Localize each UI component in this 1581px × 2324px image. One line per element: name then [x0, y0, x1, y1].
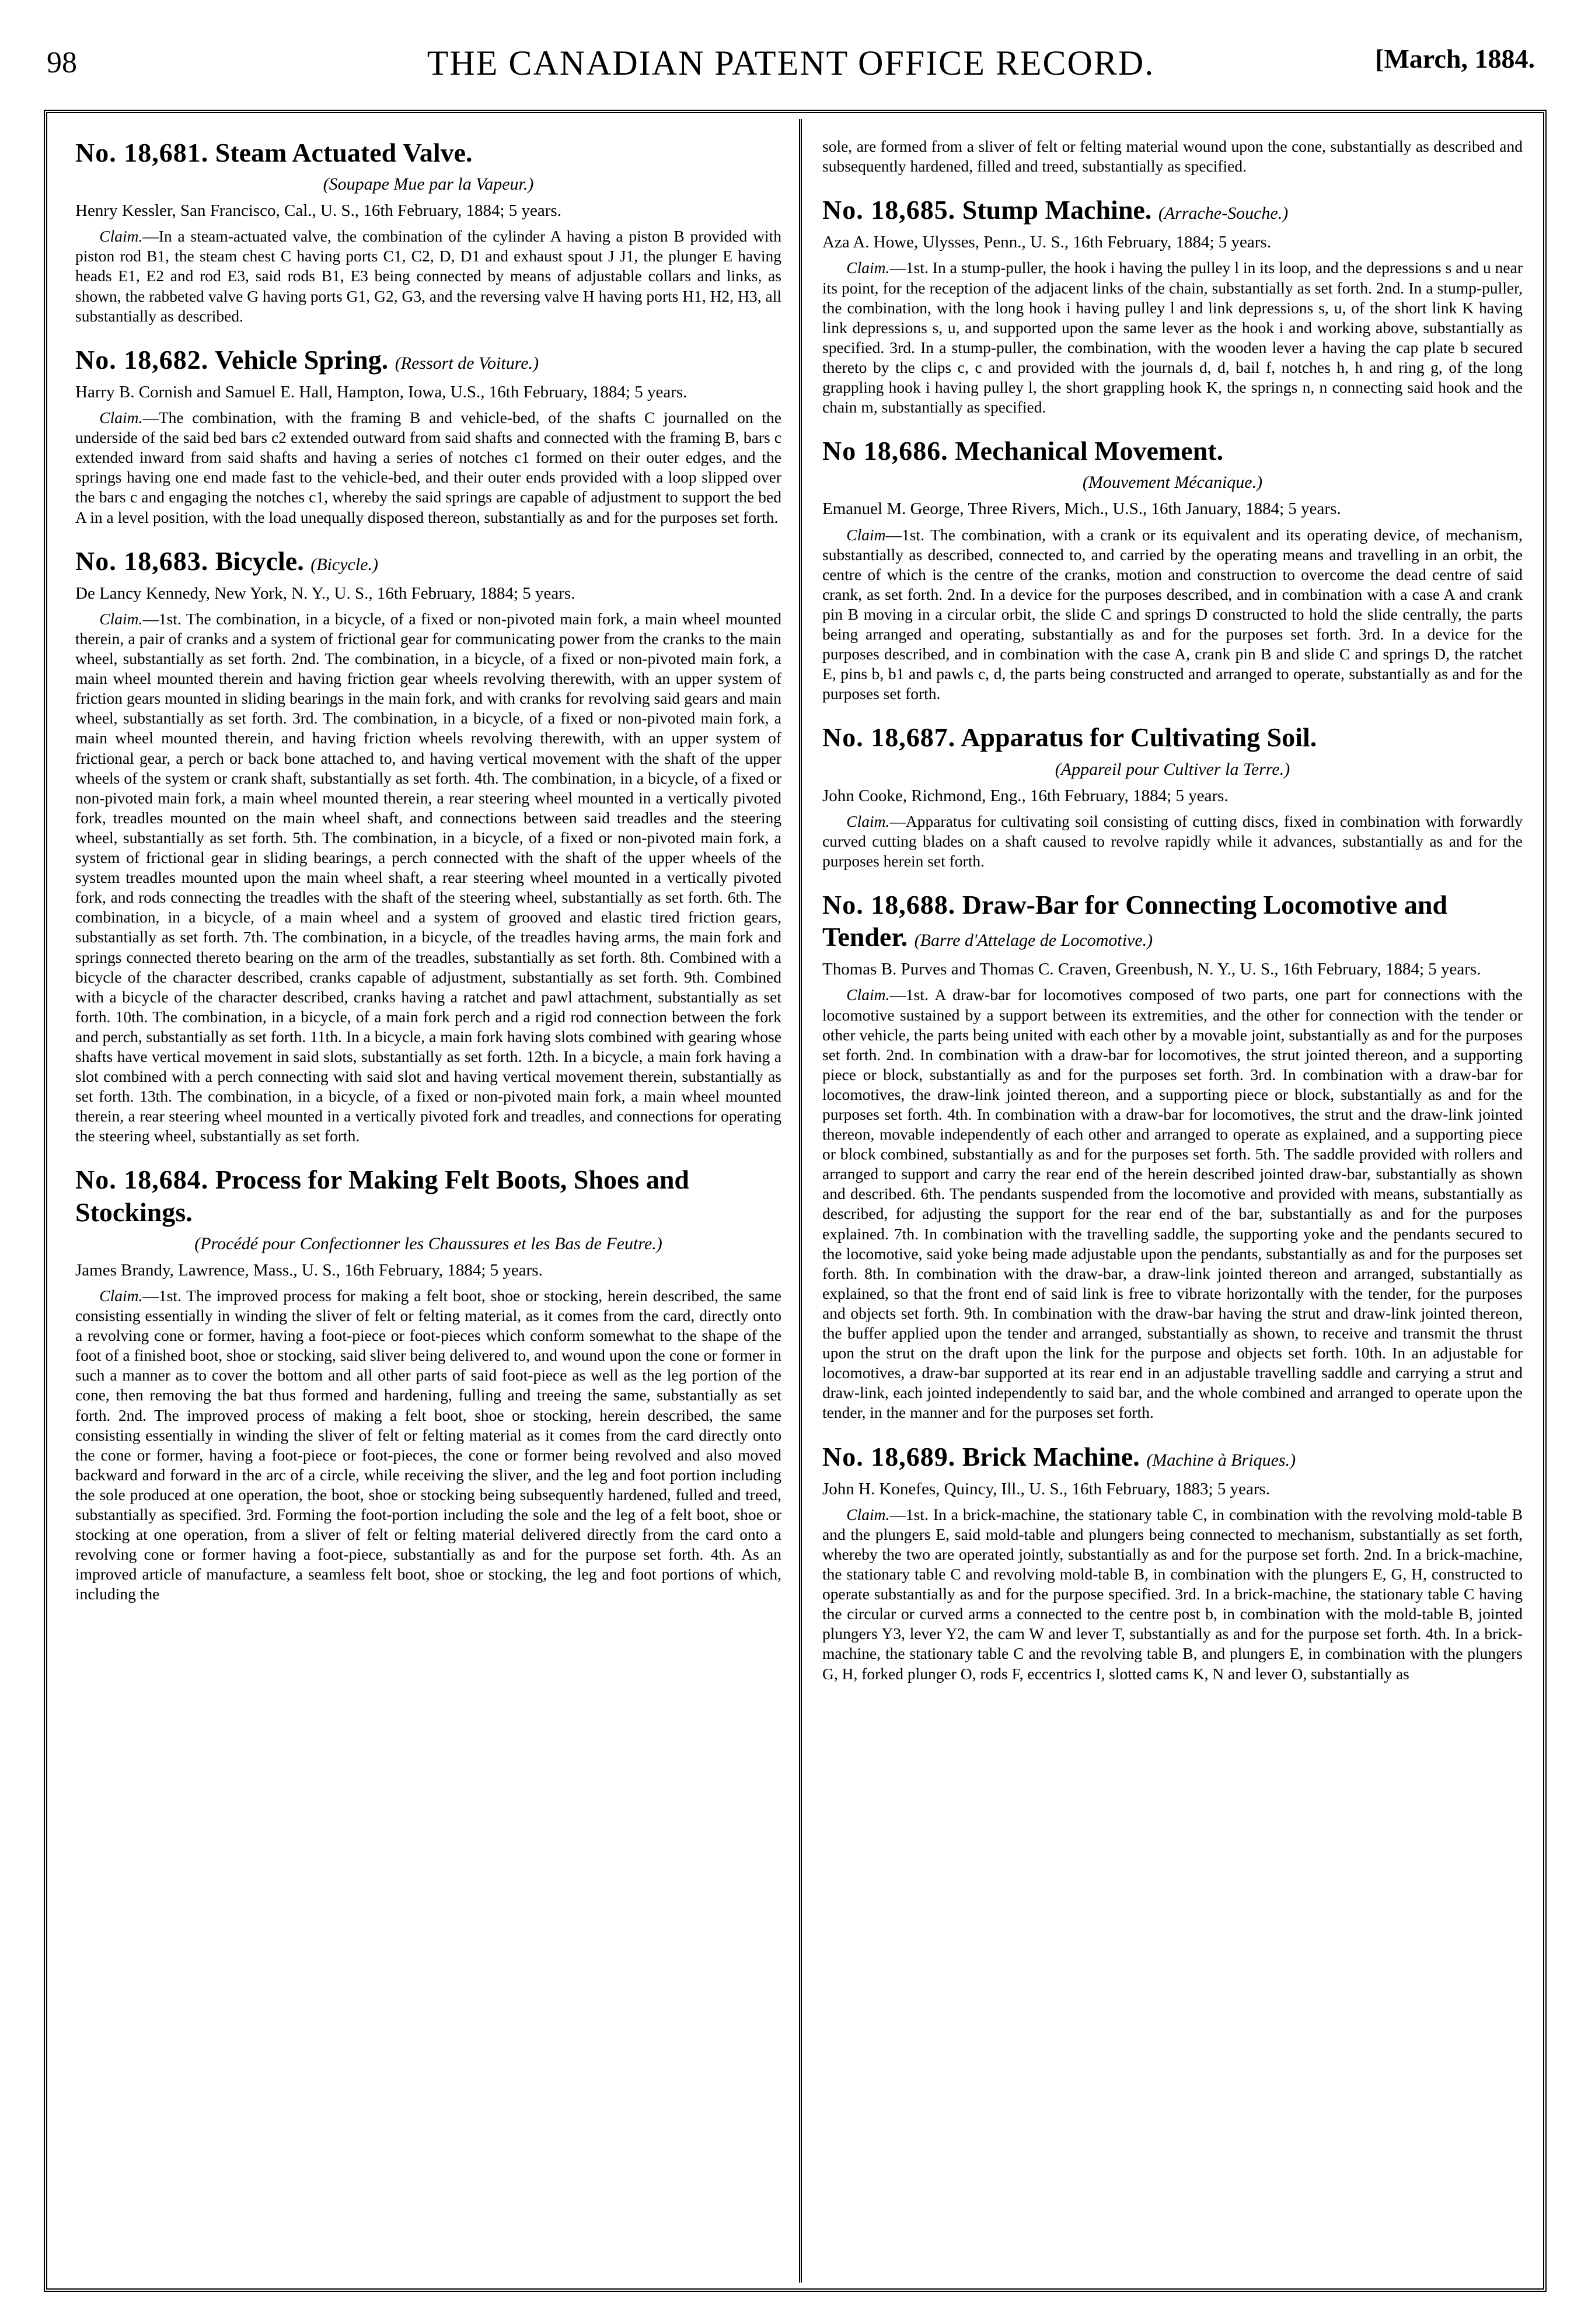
french-title: (Machine à Briques.): [1146, 1450, 1296, 1470]
claim-label: Claim.: [99, 227, 143, 246]
claim-text: [75, 1286, 781, 1605]
claim-label: Claim.: [99, 408, 143, 427]
patent-heading: [822, 435, 1523, 467]
claim-text: [75, 609, 781, 1147]
claim-body: —1st. A draw-bar for locomotives composed of two parts, one part for connections with the locomotive sustained by a support between its extremities, and the other for connection with the tender or other vehicle, the parts being united with each other by a movable joint, substantially as and for the purposes set forth. 2nd. In combination with a draw-bar for locomotives, the strut jointed thereon, and a supporting piece or block, substantially as and for the purposes set forth. 3rd. In combination with a draw-bar for locomotives, the draw-link jointed thereon, and a supporting piece or block, substantially as and for the purposes set forth. 4th. In combination with a draw-bar for locomotives, the strut and the draw-link jointed thereon, movable independently of each other and arranged to operate as explained, and a supporting piece or block combined, substantially as and for the purposes set forth. 5th. The saddle provided with rollers and arranged to support and carry the rear end of the herein described jointed draw-bar, substantially as shown and described. 6th. The pendants suspended from the locomotive and provided with means, substantially as described, for adjusting the support for the rear end of the bar, substantially as and for the purposes explained. 7th. In combination with the travelling saddle, the supporting yoke and the pendants secured to the locomotive, said yoke being made adjustable upon the pendants, substantially as and for the purposes set forth. 8th. In combination with the draw-bar, a draw-link jointed thereon and arranged, substantially as explained, so that the front end of said link is free to vibrate horizontally with the tender, for the purposes and objects set forth. 9th. In combination with the draw-bar having the strut and draw-link jointed thereon, the buffer applied upon the tender and arranged, substantially as shown, to receive and transmit the thrust upon the strut on the draft upon the link for the purpose and objects set forth. 10th. In an adjustable for locomotives, a draw-bar supported at its rear end in an adjustable travelling saddle and carrying a strut and draw-link, each jointed independently to said bar, and the whole combined and arranged to operate upon the tender, in the manner and for the purposes set forth.: [822, 985, 1523, 1422]
patent-title: Process for Making Felt Boots, Shoes and Stockings.: [75, 1165, 689, 1227]
patent-entry: [75, 137, 781, 326]
claim-body: —1st. In a stump-puller, the hook i having the pulley l in its loop, and the depressions s and u near its point, for the reception of the adjacent links of the chain, substantially as set forth. 2nd. In a stump-puller, the combination, with the long hook i having pulley l and link depressions s, u, of the short link K having link depressions s, u, and supported upon the same lever as the hook i and working above, substantially as specified. 3rd. In a stump-puller, the combination, with the wooden lever a having the cap plate b secured thereto by the clips c, c and provided with the journals d, d, bail f, notches h, h and ring g, of the long grappling hook i having pulley l, the short grappling hook K, the springs n, n connecting said hook and the chain m, substantially as specified.: [822, 258, 1523, 417]
french-title: (Appareil pour Cultiver la Terre.): [1055, 759, 1290, 779]
patent-entry: [75, 1163, 781, 1604]
patent-number: No. 18,689.: [822, 1441, 956, 1472]
patent-heading: [75, 137, 781, 169]
patent-title: Draw-Bar for Connecting Locomotive and Tender.: [822, 889, 1448, 952]
claim-body: —1st. The combination, in a bicycle, of a fixed or non-pivoted main fork, a main wheel mounted therein, a pair of cranks and a system of frictional gear for communicating power from the cranks to the main wheel, substantially as set forth. 2nd. The combination, in a bicycle, of a fixed or non-pivoted main fork, a main wheel mounted therein and having friction gear wheels revolving therewith, with an upper system of friction gears mounted in sliding bearings in the main fork, and with cranks for revolving said gears and main wheel, substantially as set forth. 3rd. The combination, in a bicycle, of a fixed or non-pivoted main fork, a main wheel mounted therein, and having friction wheels revolving therewith, with an upper system of frictional gear, a perch or back bone attached to, and having vertical movement with the shaft of the upper wheels of the system or crank shaft, substantially as set forth. 4th. The combination, in a bicycle, of a fixed or non-pivoted main fork, a main wheel mounted therein, a rear steering wheel mounted in a vertically pivoted fork, treadles mounted on the main wheel shaft, and connections between said treadles and the steering wheel, substantially as set forth. 5th. The combination, in a bicycle, of a fixed or non-pivoted main fork, a system of frictional gear in sliding bearings, a perch connected with the shaft of the upper wheels of the system treadles mounted upon the main wheel shaft, a rear steering wheel mounted in a vertically pivoted fork, and rods connecting the treadles with the shaft of the steering wheel, substantially as set forth. 6th. The combination, in a bicycle, of a main wheel and a system of grooved and elastic tired friction gears, substantially as set forth. 7th. The combination, in a bicycle, of the treadles having arms, the main fork and springs connected thereto bearing on the arm of the treadles, substantially as set forth. 8th. Combined with a bicycle of the character described, cranks capable of adjustment, substantially as set forth. 9th. Combined with a bicycle of the character described, cranks having a ratchet and pawl attachment, substantially as set forth. 10th. The combination, in a bicycle, of a main fork perch and a rigid rod connection between the fork and perch, substantially as set forth. 11th. In a bicycle, a main fork having slots combined with gearing whose shafts have vertical movement in said slots, substantially as set forth. 12th. In a bicycle, a main fork having a slot combined with a perch connecting with said slot and having vertical movement therein, substantially as set forth. 13th. The combination, in a bicycle, of a fixed or non-pivoted main fork, a main wheel mounted therein, a rear steering wheel mounted in a vertically pivoted fork and treadles, and connections for operating the steering wheel, substantially as set forth.: [75, 609, 781, 1145]
patent-heading: [75, 545, 781, 577]
patent-entry: [75, 344, 781, 527]
column-divider: [799, 119, 802, 2283]
inventor-line: Harry B. Cornish and Samuel E. Hall, Hampton, Iowa, U.S., 16th February, 1884; 5 years.: [75, 382, 687, 401]
claim-body: —1st. The combination, with a crank or its equivalent and its operating device, of mechanism, substantially as described, connected to, and carried by the operating means and travelling in an orbit, the centre of which is the centre of the cranks, motion and construction to overcome the dead centre of said crank, as set forth. 2nd. In a device for the purposes described, and in combination with a case A and crank pin B moving in a circular orbit, the slide C and springs D constructed to hold the slide centrally, the parts being arranged and operating, substantially as and for the purposes set forth. 3rd. In a device for the purposes described, and in combination with the case A, crank pin B and slide C and springs D, the ratchet E, pins b, b1 and pawls c, d, the parts being constructed and arranged to operate, substantially as and for the purposes set forth.: [822, 525, 1523, 703]
inventor-line: John Cooke, Richmond, Eng., 16th February, 1884; 5 years.: [822, 786, 1228, 805]
journal-title: THE CANADIAN PATENT OFFICE RECORD.: [427, 44, 1155, 82]
french-title: (Arrache-Souche.): [1158, 204, 1289, 223]
claim-text: [822, 525, 1523, 704]
claim-label: Claim.: [846, 985, 890, 1004]
french-title: (Barre d'Attelage de Locomotive.): [914, 931, 1153, 950]
claim-body: —1st. In a brick-machine, the stationary table C, in combination with the revolving mold-table B and the plungers E, said mold-table and plungers being connected to mechanism, substantially as set forth, whereby the two are operated jointly, substantially as and for the purpose set forth. 2nd. In a brick-machine, the stationary table C and revolving mold-table B, in combination with the plungers E, G, H, constructed to operate substantially as and for the purpose specified. 3rd. In a brick-machine, the stationary table C having the circular or curved arms a connected to the centre post b, in combination with the mold-table B, jointed plungers Y3, lever Y2, the cam W and lever T, substantially as and for the purpose set forth. 4th. In a brick-machine, the stationary table C and the revolving table B, and plungers E, in combination with the plungers G, H, forked plunger O, rods F, eccentrics I, slotted cams K, N and lever O, substantially as: [822, 1505, 1523, 1683]
left-column: [75, 137, 781, 2271]
inventor-line: James Brandy, Lawrence, Mass., U. S., 16th February, 1884; 5 years.: [75, 1260, 543, 1280]
french-title: (Ressort de Voiture.): [395, 353, 539, 373]
patent-number: No. 18,683.: [75, 546, 209, 576]
patent-title: Apparatus for Cultivating Soil.: [961, 722, 1317, 753]
inventor-line: Thomas B. Purves and Thomas C. Craven, Greenbush, N. Y., U. S., 16th February, 1884; 5 years.: [822, 960, 1481, 979]
claim-text: [822, 1505, 1523, 1684]
claim-body: —Apparatus for cultivating soil consisting of cutting discs, fixed in combination with forwardly curved cutting blades on a shaft caused to revolve rapidly while it advances, substantially as and for the purposes herein set forth.: [822, 812, 1523, 870]
issue-date: [March, 1884.: [1375, 44, 1535, 74]
patent-entry: [822, 721, 1523, 871]
patent-heading: [822, 1441, 1523, 1473]
patent-number: No. 18,687.: [822, 722, 956, 753]
patent-title: Brick Machine.: [962, 1441, 1140, 1472]
claim-body: —In a steam-actuated valve, the combination of the cylinder A having a piston B provided with piston rod B1, the steam chest C having ports C1, C2, D, D1 and exhaust spout J J1, the plunger E having heads E1, E2 and rod E3, said rods B1, E3 being connected by means of adjustable collars and links, as shown, the rabbeted valve G having ports G1, G2, G3, and the reversing valve H having ports H1, H2, H3, all substantially as described.: [75, 227, 781, 325]
patent-entry: [822, 889, 1523, 1423]
patent-number: No. 18,682.: [75, 344, 209, 375]
inventor-line: Emanuel M. George, Three Rivers, Mich., U.S., 16th January, 1884; 5 years.: [822, 499, 1341, 519]
claim-label: Claim: [846, 525, 886, 544]
claim-text: [822, 985, 1523, 1423]
patent-title: Bicycle.: [215, 546, 304, 576]
patent-number: No. 18,685.: [822, 195, 956, 225]
claim-label: Claim.: [846, 1505, 890, 1523]
patent-number: No. 18,684.: [75, 1165, 209, 1195]
page-number: 98: [47, 46, 77, 79]
patent-heading: [75, 1163, 781, 1228]
claim-label: Claim.: [846, 812, 890, 830]
claim-label: Claim.: [846, 258, 890, 277]
patent-number: No. 18,681.: [75, 138, 209, 167]
patent-entry: [822, 435, 1523, 704]
patent-title: Steam Actuated Valve.: [215, 138, 473, 167]
patent-number: No. 18,688.: [822, 889, 956, 920]
patent-title: Stump Machine.: [962, 195, 1152, 225]
inventor-line: John H. Konefes, Quincy, Ill., U. S., 16th February, 1883; 5 years.: [822, 1479, 1271, 1498]
patent-heading: [822, 889, 1523, 953]
patent-number: No 18,686.: [822, 436, 948, 466]
french-title: (Procédé pour Confectionner les Chaussures et les Bas de Feutre.): [194, 1233, 662, 1253]
french-title: (Soupape Mue par la Vapeur.): [323, 174, 534, 194]
french-title: (Mouvement Mécanique.): [1082, 473, 1263, 492]
claim-text: [822, 812, 1523, 871]
continued-claim-text: sole, are formed from a sliver of felt or felting material wound upon the cone, substantially as described and subsequently hardened, filled and treed, substantially as specified.: [822, 137, 1523, 176]
patent-heading: [75, 344, 781, 376]
inventor-line: De Lancy Kennedy, New York, N. Y., U. S., 16th February, 1884; 5 years.: [75, 583, 575, 603]
right-column: [822, 137, 1523, 2271]
french-title: (Bicycle.): [310, 554, 378, 574]
claim-text: [75, 408, 781, 527]
patent-title: Mechanical Movement.: [955, 436, 1224, 466]
claim-body: —1st. The improved process for making a felt boot, shoe or stocking, herein described, the same consisting essentially in winding the sliver of felt or felting material, as it comes from the card, directly onto a revolving cone or former, having a foot-piece or foot-pieces which conform somewhat to the shape of the foot of a finished boot, shoe or stocking, said sliver being delivered to, and wound upon the cone or former in such a manner as to cover the bottom and all other parts of said foot-piece as well as the leg portion of the cone, then removing the bat thus formed and hardening, fulling and treeing the same, substantially as set forth. 2nd. The improved process of making a felt boot, shoe or stocking, herein described, the same consisting essentially in winding the sliver of felt or felting material as it comes from the card directly onto the cone or former, having a foot-piece or foot-pieces, the cone or former being revolved and also moved backward and forward in the arc of a circle, while receiving the sliver, and the leg and foot portion including the sole produced at one operation, the boot, shoe or stocking being subsequently hardened, fulled and treed, substantially as specified. 3rd. Forming the foot-portion including the sole and the leg of a felt boot, shoe or stocking at one operation, from a sliver of felt or felting material delivered directly from the card onto a revolving cone or former having a foot-piece, substantially as and for the purpose set forth. 4th. As an improved article of manufacture, a seamless felt boot, shoe or stocking, the leg and foot portions of which, including the: [75, 1286, 781, 1603]
patent-heading: [822, 721, 1523, 753]
patent-entry: [822, 1441, 1523, 1684]
patent-heading: [822, 194, 1523, 226]
inventor-line: Aza A. Howe, Ulysses, Penn., U. S., 16th February, 1884; 5 years.: [822, 233, 1271, 252]
patent-entry: [822, 194, 1523, 417]
page-header: [41, 35, 1541, 88]
patent-title: Vehicle Spring.: [214, 344, 389, 375]
claim-body: —The combination, with the framing B and vehicle-bed, of the shafts C journalled on the underside of the said bed bars c2 extended outward from said shafts and connected with the framing B, bars c extended inward from said shafts and having a series of notches c1 formed on their outer edges, and the springs having one end made fast to the vehicle-bed, and their outer ends provided with a loop slipped over the bars c and engaging the notches c1, whereby the said springs are capable of adjustment to support the bed A in a level position, with the load unequally disposed thereon, substantially as and for the purposes set forth.: [75, 408, 781, 526]
claim-label: Claim.: [99, 1286, 143, 1305]
patent-entry: [75, 545, 781, 1147]
claim-label: Claim.: [99, 609, 143, 628]
inventor-line: Henry Kessler, San Francisco, Cal., U. S., 16th February, 1884; 5 years.: [75, 201, 561, 221]
claim-text: [75, 226, 781, 326]
page-frame: [44, 110, 1547, 2292]
claim-text: [822, 258, 1523, 417]
